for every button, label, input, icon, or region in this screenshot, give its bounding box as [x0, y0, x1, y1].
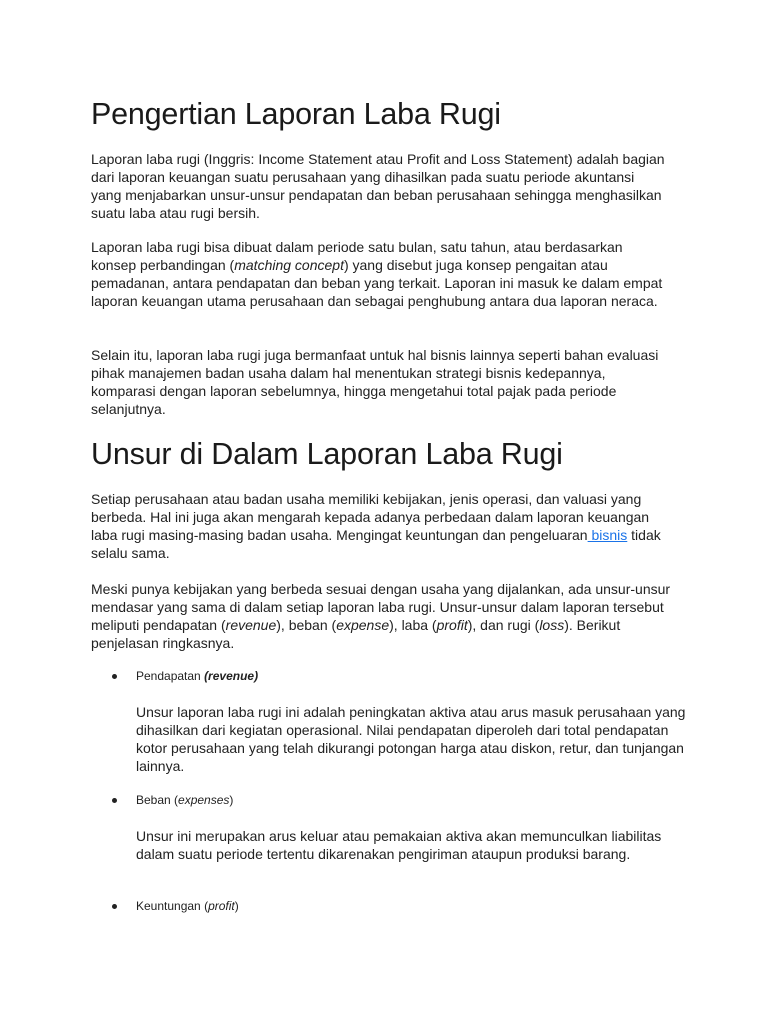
list-item-close: )	[229, 793, 234, 807]
emphasis-text: profit	[436, 617, 468, 633]
paragraph-text: Selain itu, laporan laba rugi juga bermanfaat untuk hal bisnis lainnya seperti bahan evaluasi pihak manajemen badan usaha dalam hal menentukan strategi bisnis kedepannya, komparasi dengan laporan sebelumnya, hingga mengetahui total pajak pada periode selanjutnya.	[91, 347, 659, 417]
paragraph-text: ), laba (	[389, 617, 437, 633]
paragraph-text: tidak selalu sama.	[91, 527, 661, 561]
list-item	[91, 898, 691, 914]
list-item-term: expenses	[178, 793, 230, 807]
paragraph-text: ). Berikut penjelasan ringkasnya.	[91, 617, 621, 651]
paragraph-text: Unsur ini merupakan arus keluar atau pemakaian aktiva akan memunculkan liabilitas dalam suatu periode tertentu dikarenakan pengiriman ataupun produksi barang.	[136, 828, 662, 862]
paragraph	[91, 150, 665, 222]
emphasis-text: expense	[336, 617, 390, 633]
list-item	[91, 668, 691, 684]
list-item-term: (revenue)	[204, 669, 259, 683]
list-item-term: profit	[208, 899, 235, 913]
list-item-description	[91, 827, 691, 863]
list-item-close: )	[234, 899, 239, 913]
bullet-dot-icon	[112, 674, 117, 679]
list-item-label: Pendapatan	[136, 669, 205, 683]
list-item-description	[91, 703, 691, 775]
paragraph-text: Meski punya kebijakan yang berbeda sesuai dengan usaha yang dijalankan, ada unsur-unsur mendasar yang sama di dalam setiap laporan laba rugi. Unsur-unsur dalam laporan tersebut meliputi pendapatan (	[91, 581, 671, 633]
bullet-dot-icon	[112, 904, 117, 909]
paragraph	[91, 580, 691, 652]
list-item	[91, 792, 691, 808]
list-item-label: Keuntungan (	[136, 899, 209, 913]
section-heading-pengertian: Pengertian Laporan Laba Rugi	[91, 97, 501, 131]
paragraph	[91, 346, 665, 418]
paragraph-text: ), dan rugi (	[467, 617, 540, 633]
emphasis-text: matching concept	[234, 257, 344, 273]
paragraph-text: ), beban (	[276, 617, 337, 633]
list-item-label: Beban (	[136, 793, 179, 807]
emphasis-text: loss	[539, 617, 565, 633]
paragraph	[91, 490, 665, 562]
paragraph-text: Laporan laba rugi bisa dibuat dalam periode satu bulan, satu tahun, atau berdasarkan konsep perbandingan (	[91, 239, 623, 273]
paragraph-text: Unsur laporan laba rugi ini adalah peningkatan aktiva atau arus masuk perusahaan yang dihasilkan dari kegiatan operasional. Nilai pendapatan diperoleh dari total pendapatan kotor perusahaan yang telah dikurangi potongan harga atau diskon, retur, dan tunjangan lainnya.	[136, 704, 686, 774]
paragraph	[91, 238, 665, 310]
bisnis-link[interactable]: bisnis	[587, 527, 628, 543]
paragraph-text: Setiap perusahaan atau badan usaha memiliki kebijakan, jenis operasi, dan valuasi yang berbeda. Hal ini juga akan mengarah kepada adanya perbedaan dalam laporan keuangan laba rugi masing-masing badan usaha. Mengingat keuntungan dan pengeluaran	[91, 491, 650, 543]
emphasis-text: revenue	[225, 617, 277, 633]
bullet-dot-icon	[112, 798, 117, 803]
section-heading-unsur: Unsur di Dalam Laporan Laba Rugi	[91, 437, 563, 471]
paragraph-text: ) yang disebut juga konsep pengaitan atau pemadanan, antara pendapatan dan beban yang terkait. Laporan ini masuk ke dalam empat laporan keuangan utama perusahaan dan sebagai penghubung antara dua laporan neraca.	[91, 257, 663, 309]
paragraph-text: Laporan laba rugi (Inggris: Income Statement atau Profit and Loss Statement) adalah bagian dari laporan keuangan suatu perusahaan yang dihasilkan pada suatu periode akuntansi yang menjabarkan unsur-unsur pendapatan dan beban perusahaan sehingga menghasilkan suatu laba atau rugi bersih.	[91, 151, 665, 221]
